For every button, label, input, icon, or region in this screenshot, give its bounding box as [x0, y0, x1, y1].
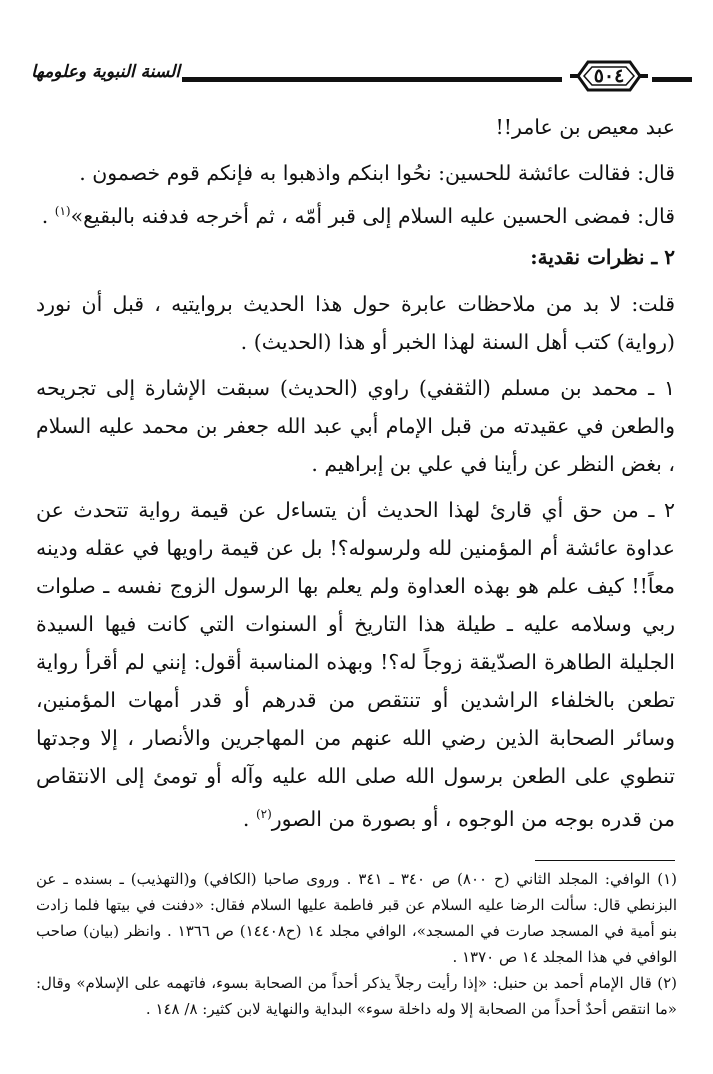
text-line-3	[36, 192, 675, 235]
running-title: السنة النبوية وعلومها	[31, 62, 180, 82]
paragraph-3	[36, 491, 675, 838]
footnote-separator	[535, 860, 675, 861]
paragraph-3-end: .	[242, 806, 256, 831]
paragraph-2: ١ ـ محمد بن مسلم (الثقفي) راوي (الحديث) سبقت الإشارة إلى تجريحه والطعن في عقيدته من قبل الإمام أبي عبد الله جعفر بن محمد عليه السلام ، بغض النظر عن رأينا في علي بن إبراهيم .	[36, 375, 675, 476]
text-line-1: عبد معيص بن عامر!!	[495, 115, 675, 139]
header-rule-right	[652, 77, 692, 82]
footnote-ref-1: (١)	[54, 204, 71, 218]
footnote-ref-2: (٢)	[255, 806, 272, 821]
footnote-1: (١) الوافي: المجلد الثاني (ح ٨٠٠) ص ٣٤٠ ـ ٣٤١ . وروى صاحبا (الكافي) و(التهذيب) ـ بسنده ـ عن البزنطي قال: سألت الرضا عليه السلام عن قبر فاطمة عليها السلام فقال: «دفنت في بيتها فلما زادت بنو أمية في المسجد صارت في المسجد»، الوافي مجلد ١٤ (ح١٤٤٠٨) ص ١٣٦٦ . وانظر (بيان) صاحب الوافي في هذا المجلد ١٤ ص ١٣٧٠ .	[36, 870, 677, 966]
line3-end: .	[41, 203, 55, 228]
footnote-2: (٢) قال الإمام أحمد بن حنبل: «إذا رأيت رجلاً يذكر أحداً من الصحابة بسوء، فاتهمه على الإسلام» وقال: «ما انتقص أحدٌ أحداً من الصحابة إلا وله داخلة سوء» البداية والنهاية لابن كثير: ٨/ ١٤٨ .	[36, 974, 677, 1018]
section-heading: ٢ ـ نظرات نقدية:	[530, 244, 675, 269]
text-line-2: قال: فقالت عائشة للحسين: نحُوا ابنكم واذهبوا به فإنكم قوم خصمون .	[79, 161, 675, 185]
paragraph-3-text: ٢ ـ من حق أي قارئ لهذا الحديث أن يتساءل عن قيمة رواية تتحدث عن عداوة عائشة أم المؤمنين لله ولرسوله؟! بل عن قيمة راويها في عقله ودينه معاً!! كيف علم هو بهذه العداوة ولم يعلم بها الرسول الزوج نفسه ـ صلوات ربي وسلامه عليه ـ طيلة هذا التاريخ أو السنوات التي كانت فيها السيدة الجليلة الطاهرة الصدّيقة زوجاً له؟! وبهذه المناسبة أقول: إنني لم أقرأ رواية تطعن بالخلفاء الراشدين أو تنتقص من قدرهم أو قدر أمهات المؤمنين، وسائر الصحابة الذين رضي الله عنهم من المهاجرين والأنصار ، إلا وجدتها تنطوي على الطعن برسول الله صلى الله عليه وآله أو تومئ إلى الانتقاص من قدره بوجه من الوجوه ، أو بصورة من الصور	[36, 497, 675, 831]
paragraph-1: قلت: لا بد من ملاحظات عابرة حول هذا الحديث بروايتيه ، قبل أن نورد (رواية) كتب أهل السنة لهذا الخبر أو هذا (الحديث) .	[36, 291, 675, 354]
footnotes	[36, 866, 677, 1022]
line3-text: قال: فمضى الحسين عليه السلام إلى قبر أمّه ، ثم أخرجه فدفنه بالبقيع»	[70, 203, 675, 228]
main-text	[36, 108, 675, 838]
page-header	[22, 58, 691, 98]
header-rule-left	[182, 77, 562, 82]
page-number-ornament	[570, 58, 648, 94]
page-number: ٥٠٤	[593, 65, 625, 87]
